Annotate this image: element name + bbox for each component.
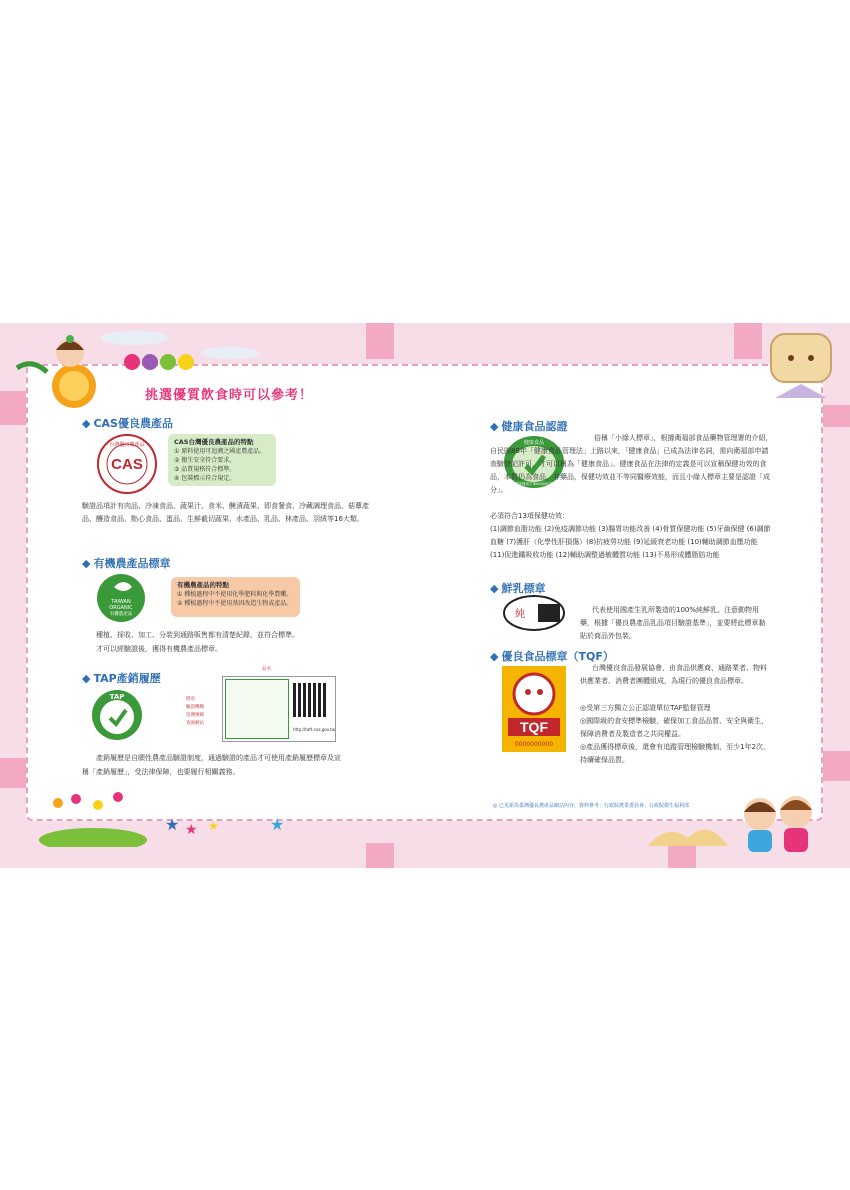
tqf-logo-text: TQF <box>520 719 548 735</box>
diamond-icon: ◆ <box>490 582 499 595</box>
organic-section-title <box>82 555 170 571</box>
cas-title-text: CAS優良農產品 <box>93 417 173 430</box>
health-functions-list: (1)調節血脂功能 (2)免疫調節功能 (3)腸胃功能改善 (4)骨質保健功能 (5)牙齒保健 (6)調節血糖 (7)護肝（化學性肝損傷）(8)抗疲勞功能 (9)延緩衰老功能 (10)輔助調節血壓功能 (11)促進鐵吸收功能 (12)輔助調整過敏體質功能 (13)不易形成體脂肪功能 <box>490 525 771 559</box>
toast-illustration <box>765 328 837 408</box>
tqf-body: 台灣優良食品發展協會，由食品供應商、通路業者、物料供應業者、消費者團體組成，為現行的優良食品標章。 <box>580 664 767 685</box>
pink-square-decoration <box>820 751 850 781</box>
flowers-grass-illustration <box>38 785 148 847</box>
milk-title-text: 鮮乳標章 <box>501 582 546 595</box>
cas-box-item: ③ 品質規格符合標準。 <box>174 466 236 473</box>
tap-label-line: 查詢網站 <box>186 721 204 726</box>
organic-box-title: 有機農產品的特點 <box>177 581 229 589</box>
tqf-logo-digits: 0000000000 <box>514 741 554 748</box>
tap-logo <box>90 688 144 742</box>
pink-square-decoration <box>366 843 394 868</box>
cas-section-title <box>82 415 173 431</box>
diamond-icon: ◆ <box>82 557 91 570</box>
pink-square-decoration <box>668 843 696 868</box>
footer-source-note: ◎ 已更新為臺灣優良農產品網站內容，資料參考：行政院農業委員會、行政院衛生福利部 <box>493 803 689 809</box>
cloud-illustration <box>100 330 170 346</box>
health-body: 俗稱「小綠人標章」，根據衛福部食品藥物管理署的介紹，自民國88年「健康食品管理法」上路以來，「健康食品」已成為法律名詞，需向衛福部申請查驗登記許可，才可以稱為「健康食品」。健康食品在法律的定義是可以宣稱保健功效的食品，本質仍為食品，非藥品，保健功效並不等同醫療效能，而且小綠人標章主要是認證「成分」。 <box>490 434 773 494</box>
organic-logo-line2: ORGANIC <box>109 605 133 611</box>
diamond-icon: ◆ <box>490 420 499 433</box>
tap-body-2: 稱「產銷履歷」，受法律保障，也要履行相關義務。 <box>82 768 240 776</box>
diamond-icon: ◆ <box>82 672 91 685</box>
organic-logo-line1: TAIWAN <box>111 599 131 605</box>
cloud-illustration <box>200 346 260 360</box>
tap-title-text: TAP產銷履歷 <box>93 672 161 685</box>
page-title: 挑選優質飲食時可以參考！ <box>145 388 314 403</box>
organic-body-2: 才可以經驗證後，獲得有機農產品標章。 <box>96 645 222 653</box>
tqf-point: ◎受第三方獨立公正認證單位TAF監督管理 <box>580 704 711 712</box>
organic-body-1: 種植、採收、加工、分裝到通路販售都有清楚紀錄，並符合標準。 <box>96 631 299 639</box>
tap-label-line: 驗證機構 <box>186 705 204 710</box>
organic-features-box <box>171 577 300 617</box>
health-title-text: 健康食品認證 <box>501 420 568 433</box>
cas-features-box <box>168 434 276 486</box>
pink-square-decoration <box>366 323 394 359</box>
health-logo-line1: 健康食品 <box>523 440 545 446</box>
health-logo-line2: 衛部健食字第A00000號 <box>514 482 554 486</box>
sand-illustration <box>648 818 728 846</box>
tap-label-line: 標章 <box>186 697 195 702</box>
svg-text:★: ★ <box>270 815 285 834</box>
tqf-point: ◎國際級的食安標準檢驗，確保加工食品品質、安全與衛生，保障消費者及製造者之共同權益。 <box>580 717 769 738</box>
milk-logo-char: 純 <box>515 609 525 620</box>
fruits-illustration <box>122 350 197 374</box>
svg-text:★: ★ <box>165 815 180 834</box>
cas-box-title: CAS台灣優良農產品的特點 <box>174 438 254 446</box>
organic-title-text: 有機農產品標章 <box>93 557 171 570</box>
cas-box-item: ④ 包裝標示符合規定。 <box>174 475 236 482</box>
health-functions-intro: 必須符合13項保健功效： <box>490 512 569 520</box>
tqf-logo <box>502 666 566 752</box>
children-illustration <box>730 788 825 858</box>
organic-logo-line3: 有機農產品 <box>109 612 133 617</box>
tap-label-name: 品名 <box>262 667 271 672</box>
svg-text:★: ★ <box>185 822 198 838</box>
tap-body-1: 產銷履歷是自願性農產品驗證制度，通過驗證的產品才可使用產銷履歷標章及宣 <box>96 754 341 762</box>
organic-box-item: ① 種植過程中不使用化學肥料與化學農藥。 <box>177 591 293 598</box>
cas-box-item: ② 衛生安全符合要求。 <box>174 457 236 464</box>
cas-logo-text: 台灣優良農產品 <box>109 442 145 448</box>
tqf-title-text: 優良食品標章（TQF） <box>501 650 614 663</box>
cas-logo <box>96 433 158 495</box>
cas-box-item: ① 原料使用可追溯之國產農產品。 <box>174 448 266 455</box>
tap-label-sample <box>222 676 336 742</box>
svg-text:CAS: CAS <box>111 456 143 473</box>
organic-box-item: ② 種植過程中不使用基因改造生物或產品。 <box>177 600 293 607</box>
stars-illustration <box>160 812 310 838</box>
milk-body: 代表使用國產生乳所製造的100%純鮮乳。注意動物用藥，根據「優良農產品乳品項目驗證基準」，並要將此標章黏貼於商品外包裝。 <box>580 606 766 640</box>
tap-label-line: 追溯號碼 <box>186 713 204 718</box>
qr-code-icon <box>293 683 327 717</box>
diamond-icon: ◆ <box>82 417 91 430</box>
tqf-point: ◎產品獲得標章後，還會有追蹤管理檢驗機制，至少1年2次，持續確保品質。 <box>580 743 771 764</box>
cas-body: 驗證品項計有肉品、冷凍食品、蔬果汁、食米、醃漬蔬果、即食餐食、冷藏調理食品、菇蕈產品、釀造食品、點心食品、蛋品、生鮮截切蔬果、水產品、乳品、林產品、羽絨等16大類。 <box>82 502 369 523</box>
svg-text:★: ★ <box>208 819 219 833</box>
tap-logo-text: TAP <box>109 693 125 701</box>
tap-section-title <box>82 670 161 686</box>
pink-square-decoration <box>734 323 762 359</box>
diamond-icon: ◆ <box>490 650 499 663</box>
organic-logo <box>96 573 146 623</box>
tap-url: http://taft.coa.gov.tw <box>293 727 335 732</box>
fresh-milk-logo <box>502 594 566 632</box>
tap-label-annotations <box>186 696 204 728</box>
